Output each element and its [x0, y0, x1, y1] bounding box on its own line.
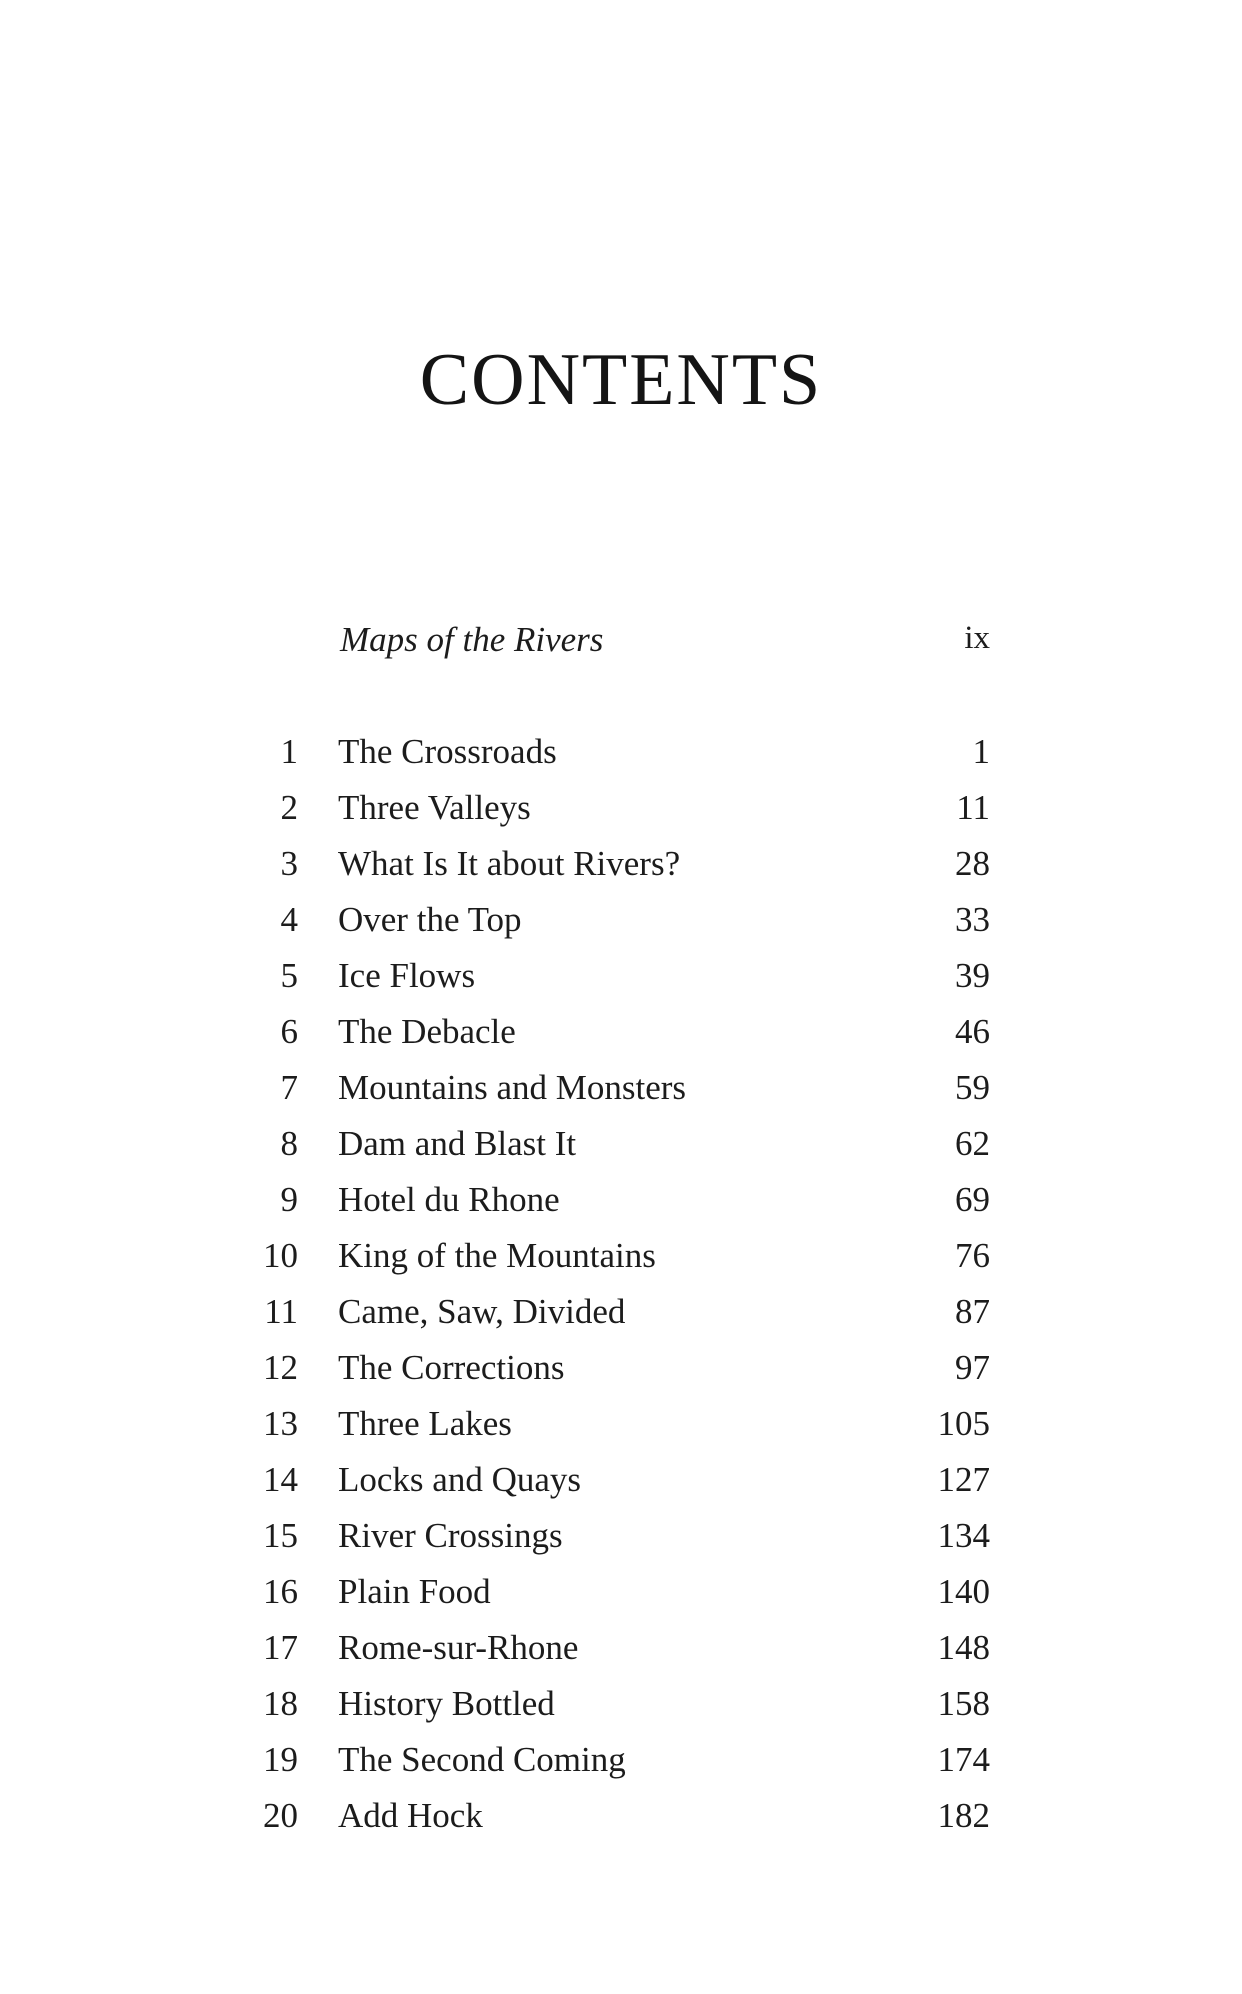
chapter-number: 19 [263, 1740, 298, 1779]
chapter-page: 11 [956, 788, 990, 827]
chapter-page: 158 [937, 1684, 990, 1723]
toc-entry-page: ix [964, 620, 990, 656]
chapter-page: 62 [955, 1124, 990, 1163]
chapter-title: Hotel du Rhone [338, 1180, 560, 1219]
chapter-number: 10 [263, 1236, 298, 1275]
toc-entry [240, 1404, 990, 1460]
chapter-page: 46 [955, 1012, 990, 1051]
toc-entry [240, 732, 990, 788]
chapter-title: Dam and Blast It [338, 1124, 577, 1163]
table-of-contents [240, 732, 990, 1852]
chapter-page: 76 [955, 1236, 990, 1275]
chapter-page: 39 [955, 956, 990, 995]
chapter-page: 134 [937, 1516, 990, 1555]
toc-entry [240, 1516, 990, 1572]
toc-entry [240, 1012, 990, 1068]
chapter-page: 28 [955, 844, 990, 883]
page-title: CONTENTS [419, 339, 823, 421]
chapter-title: Locks and Quays [338, 1460, 582, 1499]
chapter-number: 4 [280, 900, 298, 939]
chapter-number: 7 [280, 1068, 298, 1107]
toc-entry [240, 1628, 990, 1684]
chapter-title: The Crossroads [338, 732, 557, 771]
toc-entry [240, 1180, 990, 1236]
toc-entry [240, 1684, 990, 1740]
chapter-number: 13 [263, 1404, 298, 1443]
chapter-page: 69 [955, 1180, 990, 1219]
chapter-title: Rome-sur-Rhone [338, 1628, 579, 1667]
chapter-title: Plain Food [338, 1572, 491, 1611]
chapter-title: Ice Flows [338, 956, 476, 995]
chapter-page: 105 [937, 1404, 990, 1443]
chapter-page: 127 [937, 1460, 990, 1499]
chapter-page: 97 [955, 1348, 990, 1387]
toc-entry [240, 1292, 990, 1348]
toc-entry [240, 1236, 990, 1292]
toc-entry [240, 900, 990, 956]
chapter-title: River Crossings [338, 1516, 563, 1555]
chapter-title: The Corrections [338, 1348, 565, 1387]
chapter-number: 8 [280, 1124, 298, 1163]
chapter-number: 12 [263, 1348, 298, 1387]
toc-entry [240, 844, 990, 900]
chapter-page: 59 [955, 1068, 990, 1107]
chapter-title: Over the Top [338, 900, 522, 939]
chapter-number: 3 [280, 844, 298, 883]
toc-entry [240, 1068, 990, 1124]
toc-entry [240, 1740, 990, 1796]
chapter-page: 140 [937, 1572, 990, 1611]
chapter-title: Three Valleys [338, 788, 531, 827]
toc-entry [240, 1572, 990, 1628]
chapter-title: King of the Mountains [338, 1236, 656, 1275]
chapter-title: Three Lakes [338, 1404, 512, 1443]
chapter-number: 15 [263, 1516, 298, 1555]
chapter-page: 1 [972, 732, 990, 771]
chapter-page: 87 [955, 1292, 990, 1331]
chapter-number: 17 [263, 1628, 298, 1667]
chapter-title: History Bottled [338, 1684, 555, 1723]
chapter-number: 9 [280, 1180, 298, 1219]
chapter-number: 20 [263, 1796, 298, 1835]
chapter-page: 174 [937, 1740, 990, 1779]
toc-entry-title: Maps of the Rivers [340, 620, 604, 659]
chapter-title: What Is It about Rivers? [338, 844, 681, 883]
toc-entry [240, 1460, 990, 1516]
toc-entry [240, 1124, 990, 1180]
toc-entry [240, 1348, 990, 1404]
toc-entry [240, 788, 990, 844]
chapter-page: 33 [955, 900, 990, 939]
chapter-number: 14 [263, 1460, 298, 1499]
chapter-title: Add Hock [338, 1796, 483, 1835]
toc-entry-maps [340, 620, 990, 664]
chapter-title: Came, Saw, Divided [338, 1292, 626, 1331]
chapter-number: 2 [280, 788, 298, 827]
chapter-number: 5 [280, 956, 298, 995]
chapter-page: 182 [937, 1796, 990, 1835]
chapter-number: 18 [263, 1684, 298, 1723]
toc-entry [240, 1796, 990, 1852]
chapter-title: Mountains and Monsters [338, 1068, 687, 1107]
chapter-number: 6 [280, 1012, 298, 1051]
chapter-page: 148 [937, 1628, 990, 1667]
chapter-title: The Second Coming [338, 1740, 626, 1779]
chapter-title: The Debacle [338, 1012, 516, 1051]
chapter-number: 16 [263, 1572, 298, 1611]
toc-entry [240, 956, 990, 1012]
chapter-number: 1 [280, 732, 298, 771]
chapter-number: 11 [264, 1292, 298, 1331]
